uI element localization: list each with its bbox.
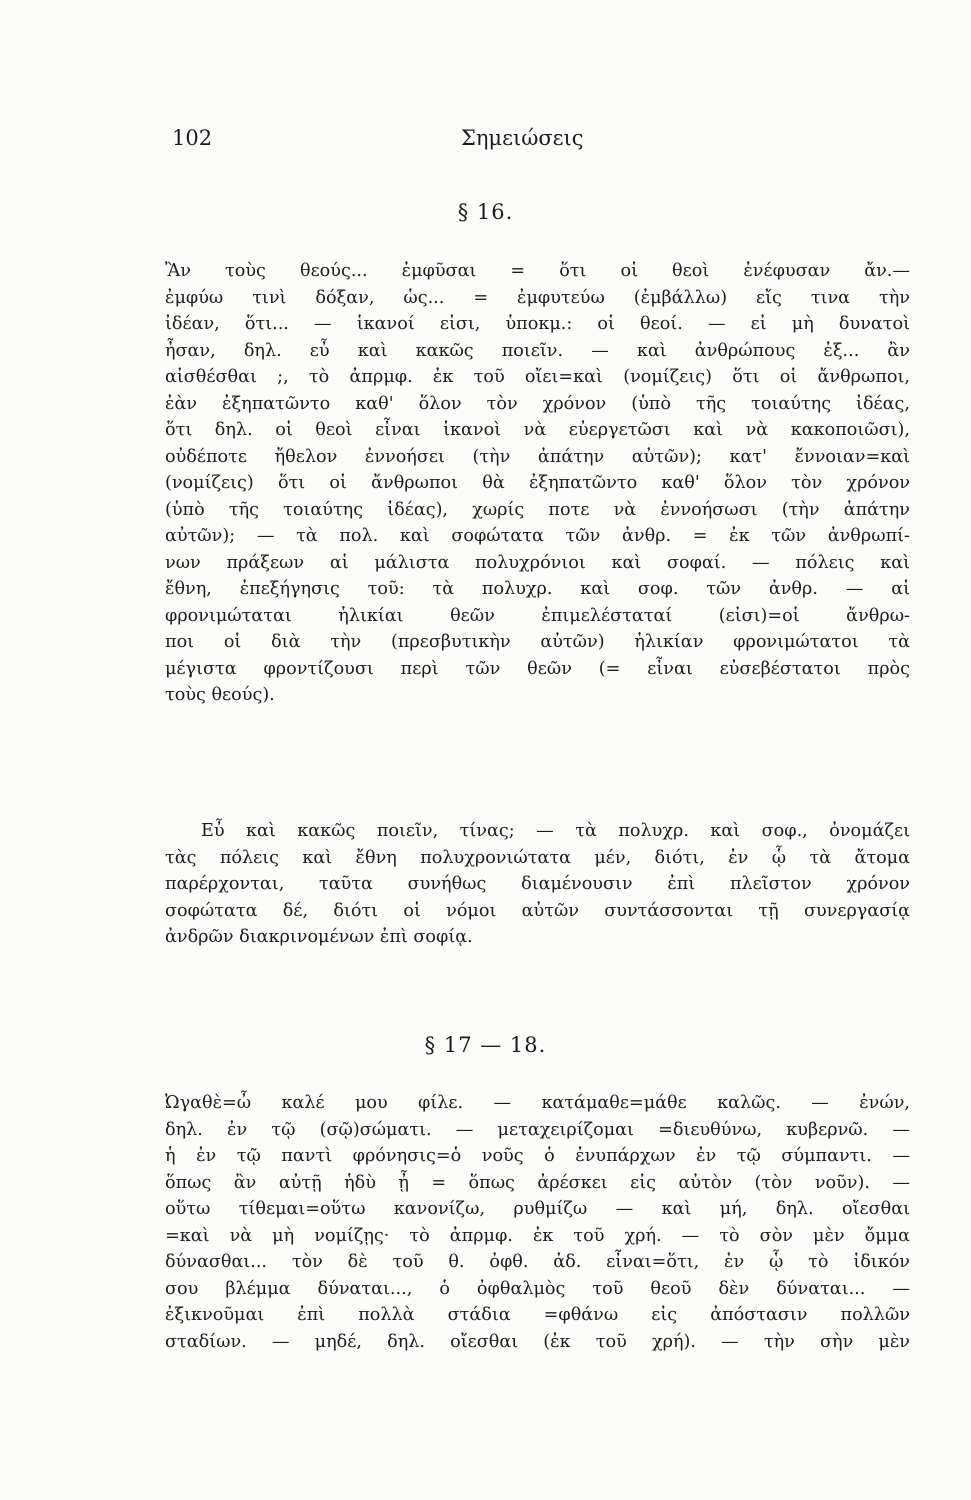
page-header — [165, 126, 910, 160]
text-line: Εὖ καὶ κακῶς ποιεῖν, τίνας; — τὰ πολυχρ. καὶ σοφ., ὀνομάζει — [201, 821, 910, 841]
text-line: τὰς πόλεις καὶ ἔθνη πολυχρονιώτατα μέν, διότι, ἐν ᾧ τὰ ἄτομα — [165, 847, 910, 868]
text-line: (νομίζεις) ὅτι οἱ ἄνθρωποι θὰ ἐξηπατῶντο καθ' ὅλον τὸν χρόνον — [165, 473, 910, 493]
text-line: ἦσαν, δηλ. εὖ καὶ κακῶς ποιεῖν. — καὶ ἀνθρώπους ἐξ... ἂν — [165, 340, 910, 361]
text-line: αὐτῶν); — τὰ πολ. καὶ σοφώτατα τῶν ἀνθρ. = ἐκ τῶν ἀνθρωπί- — [165, 526, 910, 546]
text-line: ἀνδρῶν διακρινομένων ἐπὶ σοφίᾳ. — [165, 927, 473, 947]
text-line: ἰδέαν, ὅτι... — ἱκανοί εἰσι, ὑποκμ.: οἱ θεοί. — εἰ μὴ δυνατοὶ — [165, 314, 910, 334]
page-number: 102 — [172, 126, 213, 150]
text-line: ἐξικνοῦμαι ἐπὶ πολλὰ στάδια =φθάνω εἰς ἀπόστασιν πολλῶν — [165, 1305, 910, 1325]
text-line: (ὑπὸ τῆς τοιαύτης ἰδέας), χωρίς ποτε νὰ ἐννοήσωσι (τὴν ἀπάτην — [165, 499, 910, 520]
text-line: ἡ ἐν τῷ παντὶ φρόνησις=ὁ νοῦς ὁ ἐνυπάρχων ἐν τῷ σύμπαντι. — — [165, 1146, 910, 1166]
text-line: παρέρχονται, ταῦτα συνήθως διαμένουσιν ἐπὶ πλεῖστον χρόνον — [165, 874, 910, 894]
text-line: σταδίων. — μηδέ, δηλ. οἴεσθαι (ἐκ τοῦ χρή). — τὴν σὴν μὲν — [165, 1331, 910, 1352]
text-line: μέγιστα φροντίζουσι περὶ τῶν θεῶν (= εἶναι εὐσεβέστατοι πρὸς — [165, 658, 910, 679]
section-17-18-heading: § 17 — 18. — [424, 1033, 547, 1057]
text-line: οὕτω τίθεμαι=οὕτω κανονίζω, ρυθμίζω — καὶ μή, δηλ. οἴεσθαι — [165, 1199, 910, 1219]
text-line: δύνασθαι... τὸν δὲ τοῦ θ. ὀφθ. ἀδ. εἶναι=ὅτι, ἐν ᾧ τὸ ἰδικόν — [165, 1252, 910, 1272]
text-line: σου βλέμμα δύναται..., ὁ ὀφθαλμὸς τοῦ θεοῦ δὲν δύναται... — — [165, 1278, 910, 1299]
text-line: οὐδέποτε ἤθελον ἐννοήσει (τὴν ἀπάτην αὐτῶν); κατ' ἔννοιαν=καὶ — [165, 446, 910, 467]
section-17-18-text — [165, 1090, 910, 1355]
section-16-heading: § 16. — [457, 200, 514, 224]
text-line: φρονιμώταται ἡλικίαι θεῶν ἐπιμελέσταταί (εἰσι)=οἱ ἄνθρω- — [165, 605, 910, 626]
section-16-text — [165, 258, 910, 709]
text-line: ἐμφύω τινὶ δόξαν, ὡς... = ἐμφυτεύω (ἐμβάλλω) εἴς τινα τὴν — [165, 287, 910, 308]
text-line: αἰσθέσθαι ;, τὸ ἀπρμφ. ἐκ τοῦ οἴει=καὶ (νομίζεις) ὅτι οἱ ἄνθρωποι, — [165, 367, 910, 387]
text-line: ἐὰν ἐξηπατῶντο καθ' ὅλον τὸν χρόνον (ὑπὸ τῆς τοιαύτης ἰδέας, — [165, 393, 910, 414]
text-line: ποι οἱ διὰ τὴν (πρεσβυτικὴν αὐτῶν) ἡλικίαν φρονιμώτατοι τὰ — [165, 632, 910, 652]
text-line: σοφώτατα δέ, διότι οἱ νόμοι αὐτῶν συντάσσονται τῇ συνεργασίᾳ — [165, 900, 910, 921]
text-line: δηλ. ἐν τῷ (σῷ)σώματι. — μεταχειρίζομαι =διευθύνω, κυβερνῶ. — — [165, 1119, 910, 1140]
text-line: νων πράξεων αἱ μάλιστα πολυχρόνιοι καὶ σοφαί. — πόλεις καὶ — [165, 552, 910, 573]
running-title: Σημειώσεις — [461, 126, 584, 150]
text-line: Ἂν τοὺς θεούς... ἐμφῦσαι = ὅτι οἱ θεοὶ ἐνέφυσαν ἄν.— — [165, 261, 910, 281]
text-line: ἔθνη, ἐπεξήγησις τοῦ: τὰ πολυχρ. καὶ σοφ. τῶν ἀνθρ. — αἱ — [165, 579, 910, 599]
text-line: ὅτι δηλ. οἱ θεοὶ εἶναι ἱκανοὶ νὰ εὐεργετῶσι καὶ νὰ κακοποιῶσι), — [165, 420, 910, 440]
text-line: Ὠγαθὲ=ὦ καλέ μου φίλε. — κατάμαθε=μάθε καλῶς. — ἐνών, — [165, 1093, 910, 1113]
text-line: =καὶ νὰ μὴ νομίζῃς· τὸ ἀπρμφ. ἐκ τοῦ χρή. — τὸ σὸν μὲν ὄμμα — [165, 1225, 910, 1246]
section-16-paragraph-2 — [165, 818, 910, 951]
text-line: ὅπως ἂν αὐτῇ ἡδὺ ᾖ = ὅπως ἀρέσκει εἰς αὐτὸν (τὸν νοῦν). — — [165, 1172, 910, 1193]
text-line: τοὺς θεούς). — [165, 685, 275, 705]
